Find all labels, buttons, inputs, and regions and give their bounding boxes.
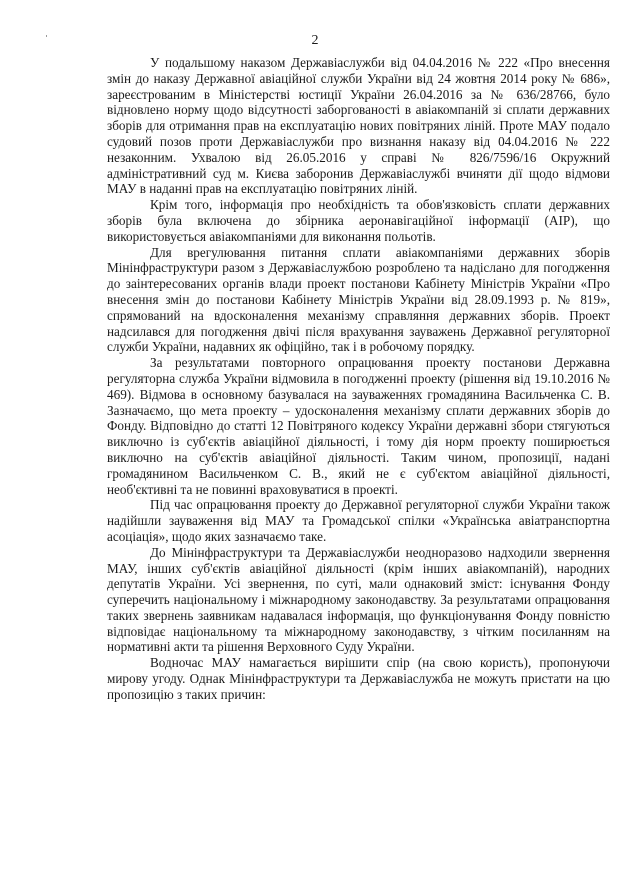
paragraph-5: Під час опрацювання проекту до Державної регуляторної служби України також надійшли зауваження від МАУ та Громадської спілки «Українська авіатранспортна асоціація», щодо яких зазначаємо таке. xyxy=(107,497,610,544)
paragraph-2: Крім того, інформація про необхідність та обов'язковість сплати державних зборів була включена до збірника аеронавігаційної інформації (AIP), що використовується авіакомпаніями для виконання польотів. xyxy=(107,197,610,244)
page-number: 2 xyxy=(311,33,319,48)
paragraph-7: Водночас МАУ намагається вирішити спір (на свою користь), пропонуючи мирову угоду. Однак Мінінфраструктури та Державіаслужба не можуть пристати на цю пропозицію з таких причин: xyxy=(107,655,610,702)
document-body xyxy=(107,55,610,703)
paragraph-6: До Мінінфраструктури та Державіаслужби неодноразово надходили звернення МАУ, інших суб'єктів авіаційної діяльності (крім інших авіакомпаній), народних депутатів України. Усі звернення, по суті, мали однаковий зміст: існування Фонду суперечить національному і міжнародному законодавству. За результатами опрацювання таких звернень заявникам надавалася інформація, що функціонування Фонду повністю відповідає національному та міжнародному законодавству, з чітким посиланням на нормативні акти та рішення Верховного Суду України. xyxy=(107,544,610,655)
paragraph-1: У подальшому наказом Державіаслужби від 04.04.2016 № 222 «Про внесення змін до наказу Державної авіаційної служби України від 24 жовтня 2014 року № 686», зареєстрованим в Міністерстві юстиції України 26.04.2016 за № 636/28766, було відновлено норму щодо відсутності заборгованості в авіакомпаній зі сплати державних зборів для отримання прав на експлуатацію нових повітряних ліній. Проте МАУ подало судовий позов проти Державіаслужби про визнання наказу від 04.04.2016 № 222 незаконним. Ухвалою від 26.05.2016 у справі № 826/7596/16 Окружний адміністративний суд м. Києва заборонив Державіаслужбі вчиняти дії щодо відмови МАУ в наданні прав на експлуатацію повітряних ліній. xyxy=(107,55,610,197)
paragraph-4: За результатами повторного опрацювання проекту постанови Державна регуляторна служба України відмовила в погодженні проекту (рішення від 19.10.2016 № 469). Відмова в основному базувалася на зауваженнях громадянина Васильченка С. В. Зазначаємо, що мета проекту – удосконалення механізму сплати державних зборів до Фонду. Відповідно до статті 12 Повітряного кодексу України державні збори стягуються виключно із суб'єктів авіаційної діяльності, і тому дія норм проекту поширюється виключно на суб'єктів авіаційної діяльності. Таким чином, пропозиції, надані громадянином Васильченком С. В., який не є суб'єктом авіаційної діяльності, необ'єктивні та не повинні враховуватися в проекті. xyxy=(107,355,610,497)
paragraph-3: Для врегулювання питання сплати авіакомпаніями державних зборів Мінінфраструктури разом з Державіаслужбою розроблено та надіслано для погодження до заінтересованих органів влади проект постанови Кабінету Міністрів України «Про внесення змін до постанови Кабінету Міністрів України від 28.09.1993 р. № 819», спрямований на вдосконалення механізму справляння державних зборів. Проект надсилався для погодження двічі після врахування зауважень Державної регуляторної служби України, надавних як офіційно, так і в робочому порядку. xyxy=(107,244,610,355)
